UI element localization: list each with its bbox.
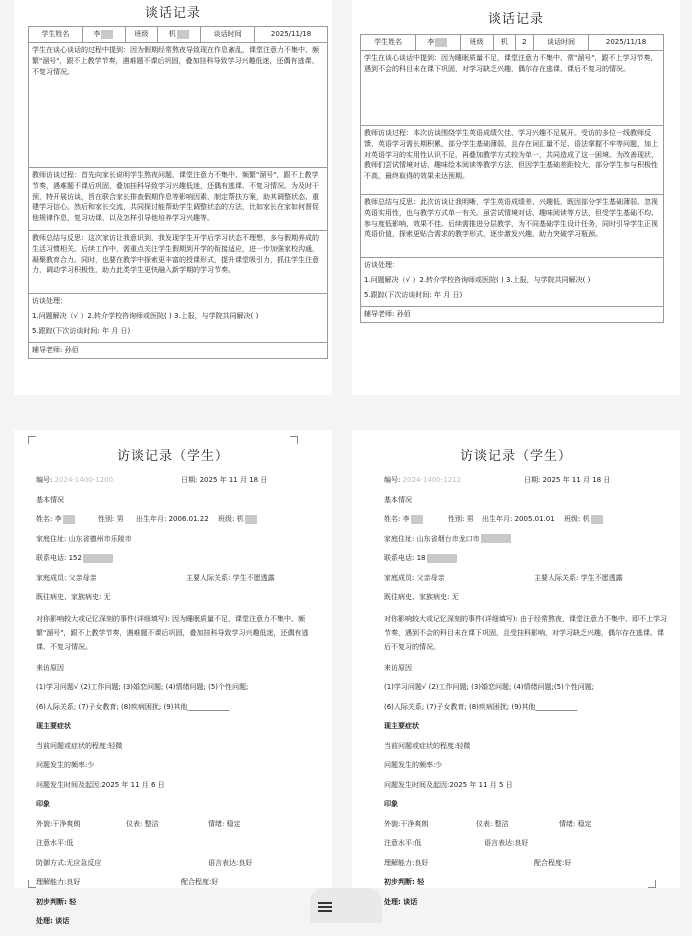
situation-text: 学生在谈心谈话的过程中提到：因为假期经常熬夜导致现在作息紊乱，课堂注意力不集中、频繁"溜号"，跟不上教学节奏，遇难题不课后巩固，叠加挂科导致学习兴趣低迷，还偶有逃课、不复习情况。	[32, 45, 319, 76]
form-birth: 出生年月: 2006.01.22	[136, 515, 209, 523]
document-page-1	[14, 0, 332, 395]
redaction-mask	[245, 515, 257, 524]
form-event: 对你影响较大或记忆深刻的事件(详细填写): 因为睡眠质量不足，课堂注意力不集中、频繁"溜号"，跟不上教学节奏，遇难题不课后巩固，叠加挂科导致学习兴趣低迷，还偶有逃课、不复习情况。	[36, 614, 309, 651]
symptom-heading: 现主要症状	[384, 722, 419, 730]
preliminary-judgement: 初步判断: 轻	[36, 897, 77, 906]
crop-mark	[28, 436, 36, 444]
impression-language: 语言表达:良好	[208, 858, 253, 867]
page-title: 谈话记录	[487, 12, 544, 27]
label-student-name: 学生姓名	[361, 35, 416, 51]
symptom-start: 问题发生时间及起因:2025 年 11 月 6 日	[36, 780, 165, 789]
form-event: 对你影响较大或记忆深刻的事件(详细填写): 由于经常熬夜，课堂注意力不集中、即不上学习节奏，遇到不会的科目未在课下巩固，且受挂科影响，对学习缺乏兴趣，偶尔存在逃课、课后不复习的情况。	[384, 614, 668, 651]
impression-heading: 印象	[36, 800, 50, 808]
reason-line-1: (1)学习问题√ (2)工作问题; (3)婚恋问题; (4)情绪问题;(5)个性问题;	[384, 683, 595, 691]
label-student-name: 学生姓名	[29, 27, 83, 43]
talk-time-value: 2025/11/18	[255, 27, 328, 43]
reason-heading: 来访原因	[384, 663, 412, 672]
form-id-label: 编号:	[384, 476, 403, 484]
redaction-mask	[411, 515, 423, 524]
reason-heading: 来访原因	[36, 663, 64, 672]
label-class: 班级	[460, 35, 493, 51]
student-name-value: 李	[427, 38, 435, 46]
menu-icon[interactable]	[318, 900, 332, 914]
impression-mood: 情绪: 稳定	[208, 819, 241, 828]
impression-manner: 仪表: 整洁	[126, 819, 159, 828]
form-id-value: 2024-1400-1212	[402, 476, 462, 484]
class-value: 机	[168, 30, 176, 38]
redaction-mask	[63, 515, 75, 524]
student-form	[384, 475, 669, 916]
summary-text: 教师总结与反思：此次访谈让我明晰，学生英语成绩差、兴趣低，既因部分学生基础薄弱、忽视英语实用性，也与教学方式单一有关。虽尝试情境对话、趣味阅读等方法，但受学生基础不均、参与度低影响，效果不佳。后续需推进分层教学，为不同基础学生设计任务，同时引导学生正视英语价值，探索更贴合需求的教学形式，逐步激发兴趣，助力突破学习瓶颈。	[364, 197, 658, 239]
document-page-3	[14, 430, 332, 925]
redaction-mask	[101, 30, 113, 39]
form-birth: 出生年月: 2005.01.01	[482, 515, 555, 523]
page-title: 访谈记录（学生）	[459, 449, 572, 464]
symptom-frequency: 问题发生的频率:少	[36, 761, 95, 769]
impression-mood: 情绪: 稳定	[559, 819, 592, 828]
form-address: 家庭住址: 山东省烟台市龙口市	[384, 534, 480, 543]
symptom-degree: 当前问题或症状的程度:轻微	[384, 741, 471, 750]
basic-info-heading: 基本情况	[36, 495, 64, 504]
label-talk-time: 谈话时间	[201, 27, 255, 43]
impression-appearance: 外貌:干净爽朗	[36, 819, 81, 828]
form-class: 班级: 机	[564, 515, 590, 523]
process-text: 教师访谈过程：本次访谈围绕学生英语成绩欠佳、学习兴趣不足展开。受访的多位一线教师反馈，英语学习需长期积累，部分学生基础薄弱，且存在词汇量不足、语法掌握不牢等问题，加上对英语学习的实用性认识不足，再叠加教学方式较为单一，共同造成了这一困境。为改善现状，教师们尝试情境对话、趣味绘本阅读等教学方法，但因学生基础差距较大、部分学生参与积极性不高，最终取得的效果未达预期。	[364, 128, 658, 181]
counselor-name: 辅导老师: 孙佰	[32, 345, 79, 354]
form-date: 日期: 2025 年 11 月 18 日	[524, 476, 611, 484]
page-title: 访谈记录（学生）	[116, 449, 229, 464]
impression-understanding: 理解能力:良好	[384, 858, 429, 867]
form-relation: 主要人际关系: 学生不愿透露	[534, 573, 623, 582]
document-page-4	[352, 430, 680, 906]
treatment: 处理: 谈话	[36, 917, 70, 925]
impression-cooperation: 配合程度:好	[181, 878, 219, 886]
redaction-mask	[177, 30, 189, 39]
form-name: 姓名: 李	[36, 515, 62, 523]
form-class: 班级:	[218, 515, 237, 523]
summary-text: 教师总结与反思：这次家访让我意识到，我发现学生开学后学习状态不理想，多与假期养成的生活习惯相关。后续工作中，需重点关注学生假期到开学的衔接适应，进一步加强家校沟通，凝聚教育合力。同时，也要在教学中探索更丰富的授课形式，提升课堂吸引力，抓住学生注意力，调动学习积极性，助力此类学生更快融入新学期的学习节奏。	[32, 233, 319, 275]
form-date: 日期: 2025 年 11 月 18 日	[181, 476, 268, 484]
class-number: 2	[515, 35, 533, 51]
label-class: 班级	[125, 27, 157, 43]
basic-info-heading: 基本情况	[384, 495, 412, 504]
crop-mark	[28, 880, 36, 888]
handling-line-1: 1.问题解决（√ ）2.转介学校咨询师或医院( ) 3.上报，与学院共同解决( )	[364, 275, 591, 284]
form-relation: 主要人际关系: 学生不愿透露	[186, 573, 275, 582]
impression-cooperation: 配合程度:好	[534, 858, 572, 867]
form-id-value: 2024-1400-1200	[54, 476, 114, 484]
impression-heading: 印象	[384, 800, 398, 808]
symptom-degree: 当前问题或症状的程度:轻微	[36, 741, 123, 750]
symptom-frequency: 问题发生的频率:少	[384, 761, 443, 769]
symptom-start: 问题发生时间及起因:2025 年 11 月 5 日	[384, 780, 513, 789]
redaction-mask	[591, 515, 603, 524]
impression-language: 语言表达:良好	[484, 839, 529, 847]
handling-line-1: 1.问题解决（√ ）2.转介学校咨询师或医院( ) 3.上报，与学院共同解决( )	[32, 311, 259, 320]
document-page-2	[352, 0, 680, 395]
handling-title: 访谈处理：	[364, 260, 399, 269]
crop-mark	[648, 880, 656, 888]
handling-title: 访谈处理：	[32, 296, 67, 305]
treatment: 处理: 谈话	[384, 897, 418, 906]
form-gender: 性别: 男	[98, 515, 124, 523]
class-value: 机	[493, 35, 515, 51]
form-class-value: 机	[236, 515, 244, 523]
process-text: 教师访谈过程：首先向家长说明学生熬夜问题，课堂注意力不集中、频繁"溜号"，跟不上教学节奏，遇难题不课后巩固，叠加挂科导致学习兴趣低迷，还偶有逃课、不复习情况。为及时干预，特开展访谈，旨在联合家长排查假期作息等影响因素，制定帮扶方案，助其调整状态、重建学习信心。然后和家长交流，共同探讨能帮助学生调整状态的方法，比如家长在家如何督促他规律作息，复习功课，以及怎样引导他培养学习兴趣等。	[32, 170, 319, 223]
handling-line-2: 5.跟踪(下次访谈时间: 年 月 日)	[364, 290, 463, 299]
form-phone: 联系电话: 18	[384, 554, 426, 562]
form-history: 既往病史、家族病史: 无	[384, 593, 459, 601]
preliminary-judgement: 初步判断: 轻	[384, 878, 425, 886]
impression-defense: 防御方式:无应急反应	[36, 858, 102, 867]
record-table	[360, 34, 664, 323]
form-phone: 联系电话: 152	[36, 554, 82, 562]
impression-attention: 注意水平:低	[36, 839, 74, 847]
form-address: 家庭住址: 山东省德州市乐陵市	[36, 534, 132, 543]
impression-appearance: 外貌:干净爽朗	[384, 819, 429, 828]
record-table	[28, 26, 328, 359]
symptom-heading: 现主要症状	[36, 722, 71, 730]
talk-time-value: 2025/11/18	[589, 35, 664, 51]
form-name: 姓名: 李	[384, 515, 410, 523]
impression-manner: 仪表: 整洁	[476, 819, 509, 828]
form-id-label: 编号:	[36, 476, 55, 484]
redaction-mask	[435, 38, 447, 47]
crop-mark	[290, 436, 298, 444]
reason-line-2: (6)人际关系; (7)子女教育; (8)疾病困扰; (9)其他____________	[36, 702, 230, 711]
form-gender: 性别: 男	[448, 515, 474, 523]
situation-text: 学生在谈心谈话中提到：因为睡眠质量不足，课堂注意力不集中、常"溜号"，跟不上学习节奏，遇到不会的科目未在课下巩固，对学习缺乏兴趣，偶尔存在逃课、课后不复习的情况。	[364, 53, 658, 73]
form-family: 家庭成员: 父亲母亲	[384, 573, 445, 582]
student-name-value: 李	[93, 30, 101, 38]
impression-attention: 注意水平:低	[384, 839, 422, 847]
impression-understanding: 理解能力:良好	[36, 878, 81, 886]
student-form	[36, 475, 316, 936]
reason-line-1: (1)学习问题√ (2)工作问题; (3)婚恋问题; (4)情绪问题; (5)个性问题;	[36, 683, 249, 691]
form-history: 既往病史、家族病史: 无	[36, 593, 111, 601]
handling-line-2: 5.跟踪(下次访谈时间: 年 月 日)	[32, 326, 131, 335]
reason-line-2: (6)人际关系; (7)子女教育; (8)疾病困扰; (9)其他____________	[384, 702, 578, 711]
redaction-mask	[427, 554, 457, 563]
form-family: 家庭成员: 父亲母亲	[36, 573, 97, 582]
label-talk-time: 谈话时间	[533, 35, 588, 51]
page-title: 谈话记录	[144, 6, 201, 21]
redaction-mask	[83, 554, 113, 563]
counselor-name: 辅导老师: 孙佰	[364, 309, 411, 318]
redaction-mask	[481, 534, 511, 543]
